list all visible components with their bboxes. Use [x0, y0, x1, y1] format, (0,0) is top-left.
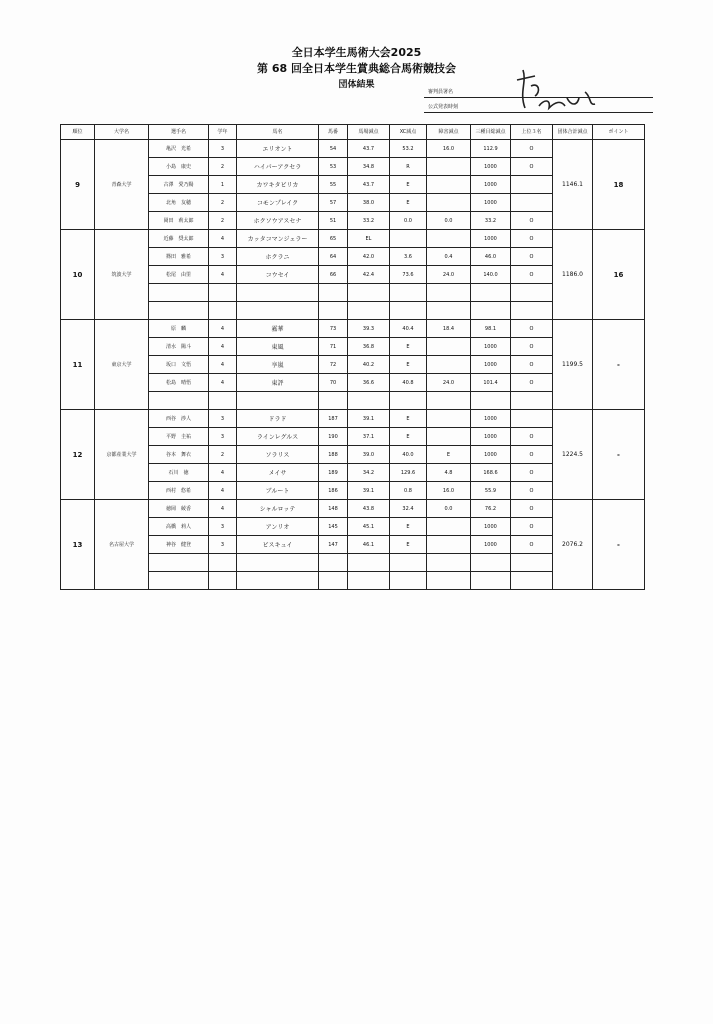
university-name: 東京大学	[95, 320, 149, 410]
grade: 4	[209, 266, 237, 284]
grade: 4	[209, 356, 237, 374]
jumping-penalty: 0.4	[427, 248, 471, 266]
horse-name: メイサ	[237, 464, 319, 482]
jumping-penalty	[427, 392, 471, 410]
university-name: 京都産業大学	[95, 410, 149, 500]
jumping-penalty	[427, 428, 471, 446]
jumping-penalty: 16.0	[427, 140, 471, 158]
team-total-penalty: 2076.2	[553, 500, 593, 590]
dressage-penalty: 46.1	[348, 536, 390, 554]
grade: 3	[209, 140, 237, 158]
top3-mark: O	[511, 356, 553, 374]
xc-penalty: 40.4	[390, 320, 427, 338]
rider-name: 平野 圭祐	[149, 428, 209, 446]
xc-penalty: E	[390, 410, 427, 428]
xc-penalty	[390, 554, 427, 572]
total-penalty: 55.9	[471, 482, 511, 500]
horse-name: カッタコマンジェラー	[237, 230, 319, 248]
dressage-penalty: EL	[348, 230, 390, 248]
horse-number: 57	[319, 194, 348, 212]
xc-penalty: 40.0	[390, 446, 427, 464]
horse-name: シャルロッテ	[237, 500, 319, 518]
jumping-penalty	[427, 410, 471, 428]
dressage-penalty: 42.4	[348, 266, 390, 284]
jumping-penalty	[427, 302, 471, 320]
jumping-penalty	[427, 554, 471, 572]
grade: 3	[209, 518, 237, 536]
top3-mark	[511, 572, 553, 590]
total-penalty: 1000	[471, 356, 511, 374]
horse-name	[237, 284, 319, 302]
top3-mark: O	[511, 158, 553, 176]
top3-mark: O	[511, 266, 553, 284]
horse-number: 55	[319, 176, 348, 194]
team-total-penalty: 1146.1	[553, 140, 593, 230]
xc-penalty: E	[390, 536, 427, 554]
xc-penalty	[390, 230, 427, 248]
grade: 4	[209, 338, 237, 356]
top3-mark	[511, 176, 553, 194]
team-results-table	[60, 124, 645, 590]
team-rank: 10	[61, 230, 95, 320]
grade: 4	[209, 374, 237, 392]
dressage-penalty: 39.0	[348, 446, 390, 464]
column-header: 馬番	[319, 125, 348, 140]
grade: 4	[209, 230, 237, 248]
rider-name	[149, 392, 209, 410]
jumping-penalty: 24.0	[427, 266, 471, 284]
grade: 2	[209, 194, 237, 212]
grade: 3	[209, 428, 237, 446]
dressage-penalty: 42.0	[348, 248, 390, 266]
dressage-penalty: 43.7	[348, 140, 390, 158]
grade: 2	[209, 212, 237, 230]
horse-number: 145	[319, 518, 348, 536]
rider-name	[149, 554, 209, 572]
horse-name: コウセイ	[237, 266, 319, 284]
rider-name: 原 麟	[149, 320, 209, 338]
rider-name: 石川 徳	[149, 464, 209, 482]
xc-penalty: E	[390, 518, 427, 536]
horse-name: ブルート	[237, 482, 319, 500]
team-points: -	[593, 410, 645, 500]
total-penalty: 1000	[471, 194, 511, 212]
horse-name	[237, 392, 319, 410]
total-penalty	[471, 572, 511, 590]
competition-title: 第 68 回全日本学生賞典総合馬術競技会	[257, 62, 456, 75]
grade: 4	[209, 500, 237, 518]
total-penalty: 1000	[471, 158, 511, 176]
horse-number: 54	[319, 140, 348, 158]
dressage-penalty	[348, 392, 390, 410]
dressage-penalty: 39.1	[348, 410, 390, 428]
jumping-penalty	[427, 194, 471, 212]
jumping-penalty: 16.0	[427, 482, 471, 500]
horse-number: 64	[319, 248, 348, 266]
rider-name: 西村 悠希	[149, 482, 209, 500]
rider-name: 近藤 奨太郎	[149, 230, 209, 248]
dressage-penalty: 33.2	[348, 212, 390, 230]
top3-mark: O	[511, 428, 553, 446]
university-name: 筑波大学	[95, 230, 149, 320]
top3-mark: O	[511, 338, 553, 356]
horse-number: 186	[319, 482, 348, 500]
total-penalty: 101.4	[471, 374, 511, 392]
jumping-penalty	[427, 356, 471, 374]
rider-name: 松島 晴悟	[149, 374, 209, 392]
horse-number: 189	[319, 464, 348, 482]
total-penalty: 1000	[471, 410, 511, 428]
total-penalty	[471, 302, 511, 320]
table-row	[61, 230, 645, 248]
horse-number: 188	[319, 446, 348, 464]
horse-number	[319, 572, 348, 590]
top3-mark: O	[511, 248, 553, 266]
total-penalty: 46.0	[471, 248, 511, 266]
dressage-penalty	[348, 284, 390, 302]
horse-number: 187	[319, 410, 348, 428]
xc-penalty	[390, 572, 427, 590]
dressage-penalty	[348, 302, 390, 320]
horse-number: 72	[319, 356, 348, 374]
column-header: 選手名	[149, 125, 209, 140]
xc-penalty: E	[390, 338, 427, 356]
xc-penalty	[390, 284, 427, 302]
top3-mark	[511, 554, 553, 572]
grade: 2	[209, 446, 237, 464]
top3-mark: O	[511, 518, 553, 536]
xc-penalty: 73.6	[390, 266, 427, 284]
top3-mark	[511, 194, 553, 212]
team-rank: 9	[61, 140, 95, 230]
horse-name: 東風	[237, 338, 319, 356]
column-header: 上位３名	[511, 125, 553, 140]
xc-penalty: R	[390, 158, 427, 176]
top3-mark: O	[511, 140, 553, 158]
rider-name: 西谷 渉人	[149, 410, 209, 428]
rider-name: 谷本 舞衣	[149, 446, 209, 464]
jumping-penalty	[427, 284, 471, 302]
grade: 3	[209, 248, 237, 266]
dressage-penalty: 37.1	[348, 428, 390, 446]
xc-penalty: 32.4	[390, 500, 427, 518]
top3-mark: O	[511, 446, 553, 464]
team-points: -	[593, 320, 645, 410]
total-penalty	[471, 392, 511, 410]
xc-penalty: E	[390, 176, 427, 194]
jumping-penalty: 18.4	[427, 320, 471, 338]
total-penalty: 140.0	[471, 266, 511, 284]
horse-name	[237, 572, 319, 590]
dressage-penalty: 40.2	[348, 356, 390, 374]
top3-mark	[511, 302, 553, 320]
grade	[209, 554, 237, 572]
grade: 3	[209, 410, 237, 428]
dressage-penalty: 43.7	[348, 176, 390, 194]
top3-mark: O	[511, 212, 553, 230]
total-penalty: 1000	[471, 338, 511, 356]
dressage-penalty: 39.3	[348, 320, 390, 338]
xc-penalty: 0.8	[390, 482, 427, 500]
column-header: ポイント	[593, 125, 645, 140]
jumping-penalty: 4.8	[427, 464, 471, 482]
horse-number: 65	[319, 230, 348, 248]
grade	[209, 572, 237, 590]
document-title: 全日本学生馬術大会2025	[291, 46, 422, 59]
top3-mark	[511, 410, 553, 428]
team-points: -	[593, 500, 645, 590]
top3-mark: O	[511, 320, 553, 338]
section-title: 団体結果	[338, 80, 375, 90]
xc-penalty: 0.0	[390, 212, 427, 230]
rider-name: 小島 康史	[149, 158, 209, 176]
total-penalty: 1000	[471, 230, 511, 248]
total-penalty: 112.9	[471, 140, 511, 158]
jumping-penalty	[427, 518, 471, 536]
team-rank: 12	[61, 410, 95, 500]
horse-number	[319, 284, 348, 302]
team-total-penalty: 1199.5	[553, 320, 593, 410]
rider-name: 徳岡 綾香	[149, 500, 209, 518]
horse-name: ソラリス	[237, 446, 319, 464]
horse-name	[237, 302, 319, 320]
rider-name: 松尾 由里	[149, 266, 209, 284]
grade	[209, 302, 237, 320]
dressage-penalty	[348, 572, 390, 590]
top3-mark: O	[511, 500, 553, 518]
column-header: 馬場減点	[348, 125, 390, 140]
rider-name: 清水 陽斗	[149, 338, 209, 356]
xc-penalty: 3.6	[390, 248, 427, 266]
dressage-penalty: 38.0	[348, 194, 390, 212]
horse-name: 東評	[237, 374, 319, 392]
jumping-penalty: 0.0	[427, 212, 471, 230]
column-header: 馬名	[237, 125, 319, 140]
horse-name: ラインレグルス	[237, 428, 319, 446]
horse-number: 66	[319, 266, 348, 284]
dressage-penalty: 36.8	[348, 338, 390, 356]
grade: 4	[209, 464, 237, 482]
xc-penalty: 40.8	[390, 374, 427, 392]
horse-number	[319, 392, 348, 410]
dressage-penalty: 34.8	[348, 158, 390, 176]
total-penalty	[471, 554, 511, 572]
top3-mark: O	[511, 464, 553, 482]
horse-number: 51	[319, 212, 348, 230]
column-header: 大学名	[95, 125, 149, 140]
rider-name: 篠田 雅希	[149, 248, 209, 266]
top3-mark	[511, 392, 553, 410]
total-penalty: 33.2	[471, 212, 511, 230]
dressage-penalty	[348, 554, 390, 572]
column-header: 順位	[61, 125, 95, 140]
horse-name: アンリオ	[237, 518, 319, 536]
jumping-penalty	[427, 176, 471, 194]
jumping-penalty	[427, 536, 471, 554]
top3-mark: O	[511, 374, 553, 392]
grade: 4	[209, 320, 237, 338]
xc-penalty: 53.2	[390, 140, 427, 158]
dressage-penalty: 45.1	[348, 518, 390, 536]
column-header: 三種目総減点	[471, 125, 511, 140]
horse-number: 190	[319, 428, 348, 446]
team-total-penalty: 1224.5	[553, 410, 593, 500]
jumping-penalty: 0.0	[427, 500, 471, 518]
xc-penalty	[390, 392, 427, 410]
official-time-field: 公式発表時刻	[424, 101, 653, 113]
team-rank: 11	[61, 320, 95, 410]
grade: 3	[209, 536, 237, 554]
dressage-penalty: 39.1	[348, 482, 390, 500]
horse-name: ハイパーアクセラ	[237, 158, 319, 176]
grade	[209, 284, 237, 302]
column-header: 団体合計減点	[553, 125, 593, 140]
horse-number: 71	[319, 338, 348, 356]
total-penalty	[471, 284, 511, 302]
horse-number	[319, 302, 348, 320]
column-header: 学年	[209, 125, 237, 140]
table-row	[61, 320, 645, 338]
blank-area	[0, 612, 713, 1024]
top3-mark	[511, 284, 553, 302]
jumping-penalty	[427, 158, 471, 176]
xc-penalty	[390, 302, 427, 320]
horse-number: 53	[319, 158, 348, 176]
total-penalty: 76.2	[471, 500, 511, 518]
horse-number: 73	[319, 320, 348, 338]
dressage-penalty: 36.6	[348, 374, 390, 392]
total-penalty: 1000	[471, 518, 511, 536]
team-points: 16	[593, 230, 645, 320]
grade: 4	[209, 482, 237, 500]
top3-mark: O	[511, 230, 553, 248]
table-row	[61, 500, 645, 518]
horse-number	[319, 554, 348, 572]
table-header-row	[61, 125, 645, 140]
handwritten-signature	[505, 62, 600, 112]
total-penalty: 1000	[471, 446, 511, 464]
total-penalty: 98.1	[471, 320, 511, 338]
jumping-penalty: 24.0	[427, 374, 471, 392]
rider-name	[149, 284, 209, 302]
column-header: 障害減点	[427, 125, 471, 140]
horse-name: ビスキュイ	[237, 536, 319, 554]
total-penalty: 1000	[471, 536, 511, 554]
horse-number: 70	[319, 374, 348, 392]
total-penalty: 1000	[471, 176, 511, 194]
horse-name	[237, 554, 319, 572]
horse-name: エリオント	[237, 140, 319, 158]
grade: 1	[209, 176, 237, 194]
university-name: 名古屋大学	[95, 500, 149, 590]
rider-name: 高橋 莉人	[149, 518, 209, 536]
table-row	[61, 410, 645, 428]
horse-name: ドラド	[237, 410, 319, 428]
dressage-penalty: 43.8	[348, 500, 390, 518]
total-penalty: 1000	[471, 428, 511, 446]
team-points: 18	[593, 140, 645, 230]
total-penalty: 168.6	[471, 464, 511, 482]
grade	[209, 392, 237, 410]
team-rank: 13	[61, 500, 95, 590]
rider-name: 亀沢 光希	[149, 140, 209, 158]
xc-penalty: 129.6	[390, 464, 427, 482]
horse-number: 148	[319, 500, 348, 518]
horse-name: ホクソウアスセナ	[237, 212, 319, 230]
horse-name: カワキタビリカ	[237, 176, 319, 194]
column-header: XC減点	[390, 125, 427, 140]
horse-name: コモンプレイク	[237, 194, 319, 212]
top3-mark: O	[511, 482, 553, 500]
university-name: 青森大学	[95, 140, 149, 230]
jumping-penalty	[427, 230, 471, 248]
rider-name: 北角 友穂	[149, 194, 209, 212]
top3-mark: O	[511, 536, 553, 554]
rider-name: 岡田 莉太郎	[149, 212, 209, 230]
horse-number: 147	[319, 536, 348, 554]
horse-name: 霧華	[237, 320, 319, 338]
jumping-penalty	[427, 338, 471, 356]
rider-name: 坂口 文悟	[149, 356, 209, 374]
rider-name: 神谷 健登	[149, 536, 209, 554]
jumping-penalty: E	[427, 446, 471, 464]
judge-signature-field: 審判員署名	[424, 86, 653, 98]
xc-penalty: E	[390, 194, 427, 212]
xc-penalty: E	[390, 428, 427, 446]
jumping-penalty	[427, 572, 471, 590]
rider-name	[149, 302, 209, 320]
horse-name: 享嵐	[237, 356, 319, 374]
xc-penalty: E	[390, 356, 427, 374]
dressage-penalty: 34.2	[348, 464, 390, 482]
rider-name: 古澤 愛乃陽	[149, 176, 209, 194]
rider-name	[149, 572, 209, 590]
table-row	[61, 140, 645, 158]
grade: 2	[209, 158, 237, 176]
team-total-penalty: 1186.0	[553, 230, 593, 320]
horse-name: ホクラニ	[237, 248, 319, 266]
